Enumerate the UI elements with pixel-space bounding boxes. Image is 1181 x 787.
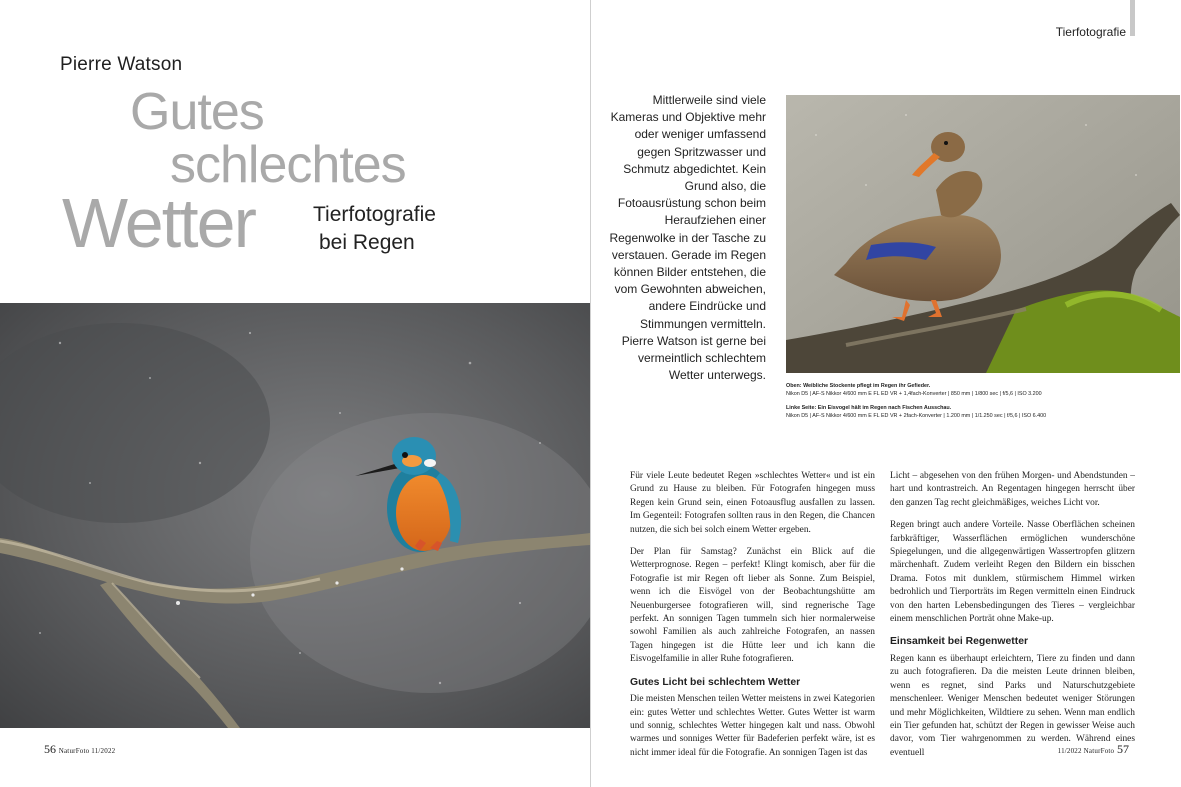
section-label: Tierfotografie bbox=[1055, 25, 1126, 39]
kingfisher-photo bbox=[0, 303, 590, 728]
caption-top-meta: Nikon D5 | AF-S Nikkor 4/600 mm E FL ED VR + 1,4fach-Konverter | 850 mm | 1/800 sec | f/5,6 | ISO 3.200 bbox=[786, 391, 1042, 397]
intro-text: Mittlerweile sind viele Kameras und Objektive mehr oder weniger umfassend gegen Spritzwasser und Schmutz abgedichtet. Kein Grund also, die Fotoausrüstung schon beim Heraufziehen einer Regenwolke in der Tasche zu verstauen. Gerade im Regen können Bilder entstehen, die vom Gewohnten abweichen, andere Eindrücke und Stimmungen vermitteln. Pierre Watson ist gerne bei vermeintlich schlechtem Wetter unterwegs. bbox=[609, 93, 766, 383]
magazine-issue-right: 11/2022 NaturFoto bbox=[1057, 747, 1115, 755]
paragraph: Licht – abgesehen von den frühen Morgen- und Abendstunden – hart und kontrastreich. An Regentagen hingegen herrscht über den ganzen Tag recht gleichmäßiges, weiches Licht vor. bbox=[890, 471, 1135, 508]
subtitle-line-2: bei Regen bbox=[319, 231, 415, 254]
duck-photo bbox=[786, 95, 1180, 373]
paragraph: Für viele Leute bedeutet Regen »schlechtes Wetter« und ist ein Grund zu Hause zu bleiben. Für Fotografen hingegen muss Regen kein Grund sein, einen Fotoausflug ausfallen zu lassen. Im Gegenteil: Fotografen sollten raus in den Regen, die Chancen nutzen, die sich bei solch einem Wetter ergeben. bbox=[630, 471, 875, 535]
paragraph: Regen bringt auch andere Vorteile. Nasse Oberflächen scheinen farbkräftiger, Wasserflächen ermöglichen wunderschöne Spiegelungen, und die allgegenwärtigen Wassertropfen glitzern märchenhaft. Zudem verleiht Regen den Bildern ein bisschen Drama. Fotos mit dunklem, stürmischem Himmel wirken bedrohlich und Tierporträts im Regen vermitteln einen Eindruck von den harten Lebensbedingungen des Tieres – vergleichbar einem menschlichen Porträt ohne Make-up. bbox=[890, 520, 1135, 625]
paragraph: Der Plan für Samstag? Zunächst ein Blick auf die Wetterprognose. Regen – perfekt! Klingt komisch, aber für die Fotografie ist mir Regen oft lieber als Sonne. Zum Beispiel, wenn ich die Eisvögel von der Beobachtungshütte am Neuenburgersee fotografieren will, sind regnerische Tage perfekt. An sonnigen Tagen tummeln sich hier normalerweise sowohl Familien als auch zahlreiche Fotografen, an nassen Tagen hingegen ist die Hütte leer und ich kann die Eisvogelfamilie in aller Ruhe fotografieren. bbox=[630, 547, 875, 665]
footer-left bbox=[44, 742, 115, 757]
headline-line-2: schlechtes bbox=[170, 136, 406, 194]
subheading: Gutes Licht bei schlechtem Wetter bbox=[630, 676, 801, 688]
subheading: Einsamkeit bei Regenwetter bbox=[890, 636, 1029, 648]
paragraph: Die meisten Menschen teilen Wetter meistens in zwei Kategorien ein: gutes Wetter und schlechtes Wetter. Gutes Wetter ist warm und sonnig, schlechtes Wetter hingegen kalt und nass. Obwohl warmes und sonniges Wetter für Badeferien perfekt wäre, ist es nicht immer ideal für die Fotografie. An sonnigen Tagen ist das bbox=[630, 694, 875, 758]
caption-left-title: Linke Seite: Ein Eisvogel hält im Regen nach Fischen Ausschau. bbox=[786, 405, 952, 411]
caption-top bbox=[786, 382, 1180, 398]
page-number-left: 56 bbox=[44, 742, 56, 756]
body-column-2 bbox=[890, 470, 1135, 769]
headline-line-1: Gutes bbox=[130, 83, 264, 141]
caption-left-meta: Nikon D5 | AF-S Nikkor 4/600 mm E FL ED VR + 2fach-Konverter | 1.200 mm | 1/1.250 sec | f/5,6 | ISO 6.400 bbox=[786, 413, 1047, 419]
caption-left-page bbox=[786, 404, 1180, 420]
magazine-issue-left: NaturFoto 11/2022 bbox=[58, 747, 116, 755]
caption-top-title: Oben: Weibliche Stockente pflegt im Regen ihr Gefieder. bbox=[786, 383, 931, 389]
body-column-1 bbox=[630, 470, 875, 769]
photo-captions bbox=[786, 382, 1180, 426]
headline-line-3: Wetter bbox=[62, 184, 255, 262]
paragraph: Regen kann es überhaupt erleichtern, Tiere zu finden und dann zu auch fotografieren. Da die meisten Leute drinnen bleiben, wenn es regnet, sind Parks und Naturschutzgebiete menschenleer. Weniger Menschen bedeutet weniger Störungen und mehr Möglichkeiten, Wildtiere zu sehen. Wenn man endlich ein Tier gefunden hat, schützt der Regen in gewisser Weise auch davor, vom Tier wahrgenommen zu werden. Während eines eventuell bbox=[890, 653, 1135, 758]
subtitle-line-1: Tierfotografie bbox=[313, 203, 436, 226]
section-marker bbox=[1130, 0, 1135, 36]
author-name: Pierre Watson bbox=[60, 54, 183, 75]
page-number-right: 57 bbox=[1117, 742, 1129, 756]
